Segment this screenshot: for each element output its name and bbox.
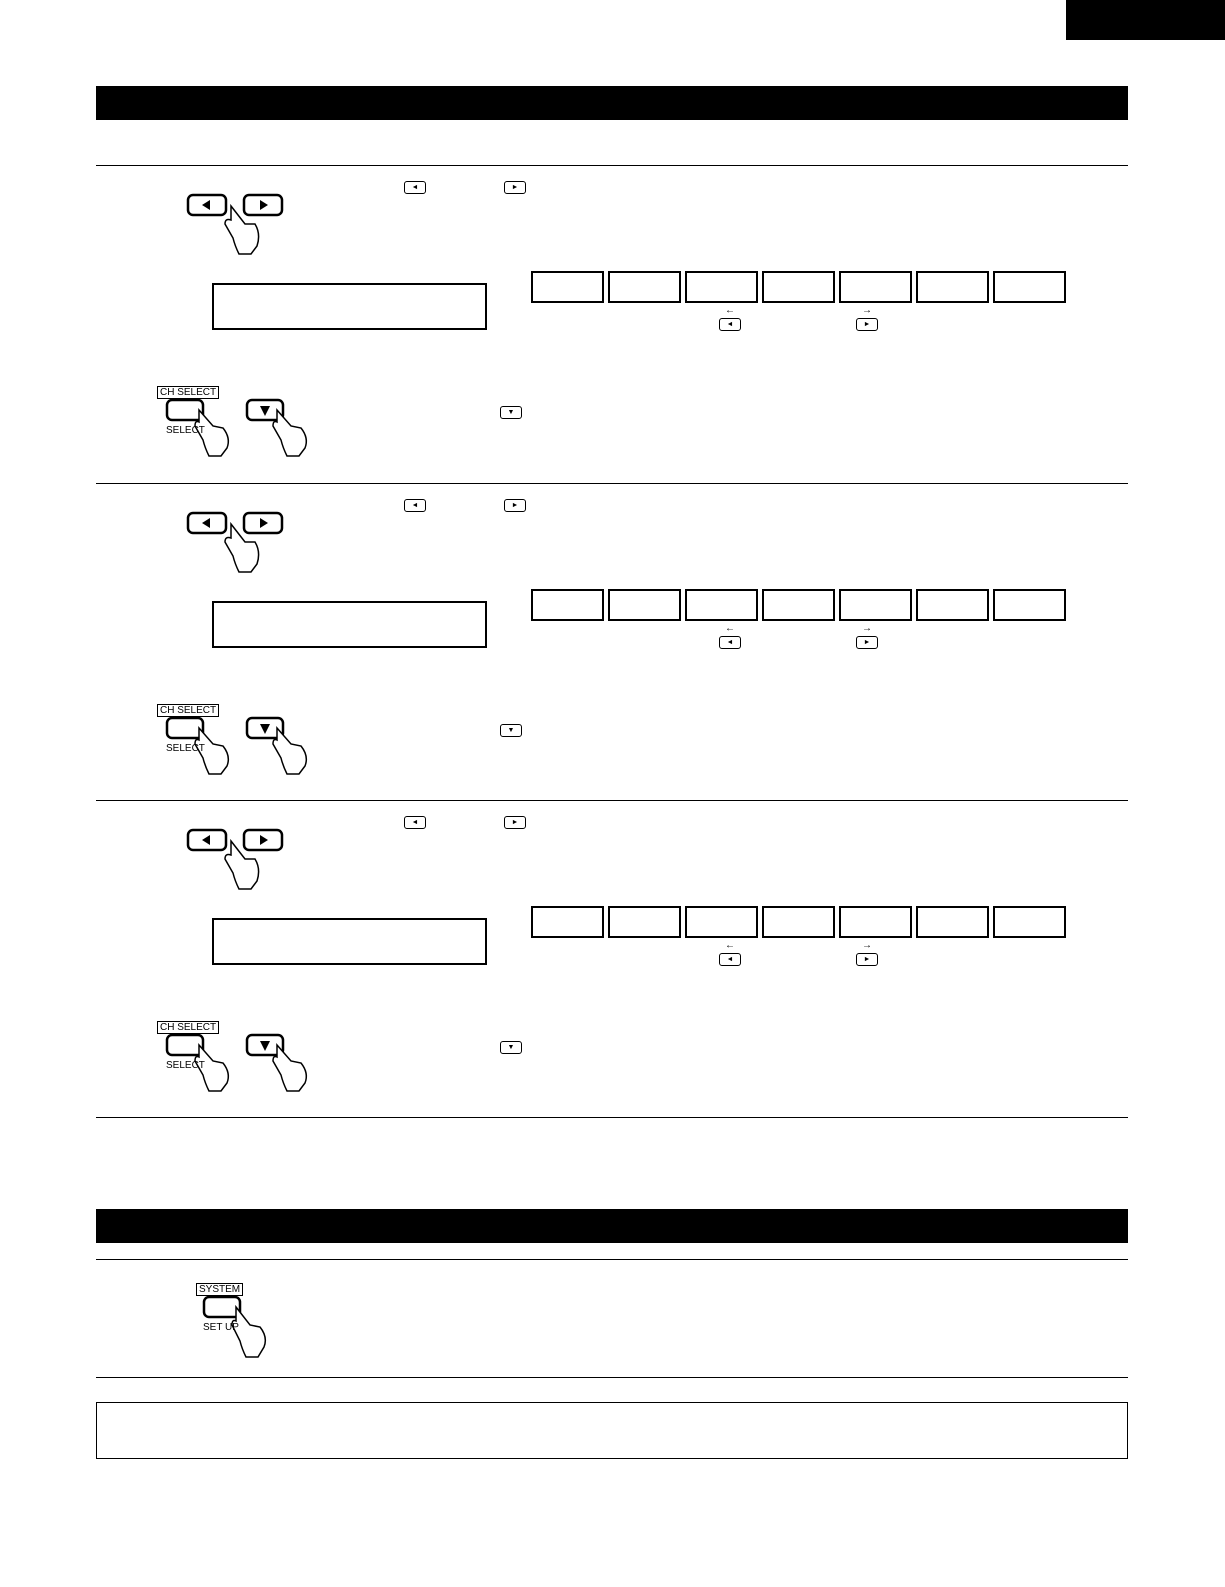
divider xyxy=(96,1117,1128,1118)
select-label: SELECT xyxy=(166,425,205,436)
note-box xyxy=(96,1402,1128,1459)
strip-cell xyxy=(839,589,912,621)
left-key-icon: ◄ xyxy=(404,181,426,194)
strip-cell xyxy=(916,906,989,938)
strip-cell xyxy=(685,906,758,938)
strip-cell xyxy=(608,906,681,938)
arrow-left-icon: ← xyxy=(725,623,735,634)
down-key-icon: ▼ xyxy=(500,1041,522,1054)
step-block-2 xyxy=(0,483,1225,801)
cursor-buttons-illustration xyxy=(185,825,295,895)
left-right-cursor-buttons-icon xyxy=(185,825,295,895)
strip-cell xyxy=(916,271,989,303)
strip-cell xyxy=(608,589,681,621)
section-header-bar xyxy=(96,86,1128,120)
setting-strip xyxy=(531,271,1066,303)
down-key-icon: ▼ xyxy=(500,406,522,419)
arrow-right-icon: → xyxy=(862,940,872,951)
strip-cell xyxy=(685,589,758,621)
select-label: SELECT xyxy=(166,743,205,754)
arrow-left-icon: ← xyxy=(725,305,735,316)
section-header-bar xyxy=(96,1209,1128,1243)
arrow-right-icon: → xyxy=(862,623,872,634)
left-key-icon: ◄ xyxy=(404,499,426,512)
strip-cell xyxy=(762,906,835,938)
strip-cell xyxy=(839,906,912,938)
step-block-1 xyxy=(0,165,1225,484)
cursor-buttons-illustration xyxy=(185,508,295,578)
strip-cell xyxy=(531,589,604,621)
strip-cell xyxy=(685,271,758,303)
strip-cell xyxy=(762,271,835,303)
setting-strip xyxy=(531,906,1066,938)
arrow-right-icon: → xyxy=(862,305,872,316)
lcd-display xyxy=(212,283,487,330)
ch-select-label: CH SELECT xyxy=(157,1021,219,1034)
left-key-icon: ◄ xyxy=(719,636,741,649)
left-key-icon: ◄ xyxy=(719,953,741,966)
page-corner-tab xyxy=(1066,0,1225,40)
arrow-left-icon: ← xyxy=(725,940,735,951)
setting-strip xyxy=(531,589,1066,621)
right-key-icon: ► xyxy=(856,636,878,649)
ch-select-illustration xyxy=(157,386,219,436)
select-label: SELECT xyxy=(166,1060,205,1071)
strip-cell xyxy=(608,271,681,303)
system-setup-illustration xyxy=(196,1283,243,1333)
right-key-icon: ► xyxy=(504,499,526,512)
strip-cell xyxy=(531,271,604,303)
lcd-display xyxy=(212,918,487,965)
left-right-cursor-buttons-icon xyxy=(185,190,295,260)
divider xyxy=(96,1259,1128,1260)
strip-cell xyxy=(993,589,1066,621)
divider xyxy=(96,1377,1128,1378)
strip-cell xyxy=(762,589,835,621)
right-key-icon: ► xyxy=(504,181,526,194)
right-key-icon: ► xyxy=(856,953,878,966)
down-key-icon: ▼ xyxy=(500,724,522,737)
left-key-icon: ◄ xyxy=(404,816,426,829)
step-block-3 xyxy=(0,800,1225,1118)
ch-select-illustration xyxy=(157,1021,219,1071)
set-up-label: SET UP xyxy=(203,1322,239,1333)
left-right-cursor-buttons-icon xyxy=(185,508,295,578)
left-key-icon: ◄ xyxy=(719,318,741,331)
strip-cell xyxy=(531,906,604,938)
right-key-icon: ► xyxy=(856,318,878,331)
ch-select-illustration xyxy=(157,704,219,754)
strip-cell xyxy=(993,906,1066,938)
ch-select-label: CH SELECT xyxy=(157,386,219,399)
cursor-buttons-illustration xyxy=(185,190,295,260)
strip-cell xyxy=(839,271,912,303)
lcd-display xyxy=(212,601,487,648)
strip-cell xyxy=(916,589,989,621)
strip-cell xyxy=(993,271,1066,303)
system-label: SYSTEM xyxy=(196,1283,243,1296)
right-key-icon: ► xyxy=(504,816,526,829)
ch-select-label: CH SELECT xyxy=(157,704,219,717)
